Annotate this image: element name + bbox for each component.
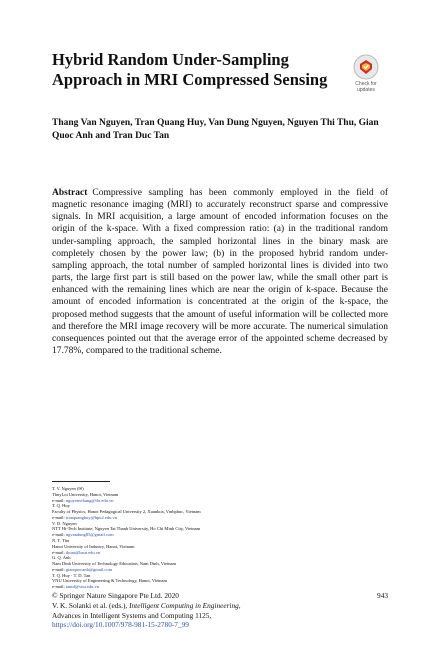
citation-line xyxy=(52,601,388,611)
affiliation-block xyxy=(52,555,372,572)
book-title: Intelligent Computing in Engineering, xyxy=(129,600,241,610)
badge-line2: updates xyxy=(357,86,375,93)
email-label: e-mail: xyxy=(52,584,65,590)
abstract xyxy=(52,187,388,357)
affiliation-institution: Nam Dinh University of Technology Education, Nam Dinh, Vietnam xyxy=(52,561,176,567)
email-link[interactable]: ngvandung85@gmail.com xyxy=(65,532,114,538)
affiliation-author: T. Q. Huy · T. D. Tan xyxy=(52,572,91,578)
check-for-updates-icon xyxy=(353,54,379,80)
series: Advances in Intelligent Systems and Computing 1125, xyxy=(52,610,212,620)
check-for-updates-badge[interactable] xyxy=(348,54,384,93)
email-label: e-mail: xyxy=(52,549,65,555)
affiliation-block xyxy=(52,503,372,520)
affiliation-author: T. V. Nguyen (✉) xyxy=(52,486,84,491)
affiliation-institution: ThuyLoi University, Hanoi, Vietnam xyxy=(52,491,119,497)
affiliation-author: V. D. Nguyen xyxy=(52,520,77,526)
badge-line1: Check for xyxy=(355,81,377,87)
footnote-divider xyxy=(52,481,110,482)
affiliation-email-line xyxy=(52,584,372,590)
affiliation-block xyxy=(52,486,372,503)
affiliation-block xyxy=(52,573,372,590)
email-label: e-mail: xyxy=(52,566,65,572)
publication-info xyxy=(52,591,388,630)
page-number: 943 xyxy=(377,591,388,600)
doi-link[interactable]: https://doi.org/10.1007/978-981-15-2780-7_99 xyxy=(52,620,189,630)
affiliation-institution: Faculty of Physics, Hanoi Pedagogical University 2, Xuanhoa, Vinhphuc, Vietnam xyxy=(52,509,201,515)
paper-title: Hybrid Random Under-Sampling Approach in MRI Compressed Sensing xyxy=(52,50,328,89)
affiliation-author: G. Q. Anh xyxy=(52,555,71,561)
email-link[interactable]: thunt@haui.edu.vn xyxy=(65,549,101,555)
affiliation-institution: NTT Hi-Tech Institute, Nguyen Tat Thanh University, Ho Chi Minh City, Vietnam xyxy=(52,526,201,532)
copyright: © Springer Nature Singapore Pte Ltd. 2020 xyxy=(52,591,179,600)
affiliation-institution: Hanoi University of Industry, Hanoi, Vietnam xyxy=(52,543,135,549)
affiliation-author: T. Q. Huy xyxy=(52,503,70,509)
author-list: Thang Van Nguyen, Tran Quang Huy, Van Dung Nguyen, Nguyen Thi Thu, Gian Quoc Anh and Tran Duc Tan xyxy=(52,118,379,141)
email-link[interactable]: tantd@vnu.edu.vn xyxy=(65,584,100,590)
affiliation-block xyxy=(52,521,372,538)
email-link[interactable]: gianquocanh@gmail.com xyxy=(65,566,113,572)
email-label: e-mail: xyxy=(52,497,65,503)
abstract-label: Abstract xyxy=(52,188,88,198)
email-label: e-mail: xyxy=(52,514,65,520)
email-link[interactable]: tranquanghuy@hpu2.edu.vn xyxy=(65,514,118,520)
editors: V. K. Solanki et al. (eds.), xyxy=(52,600,128,610)
affiliation-institution: VNU University of Engineering & Technology, Hanoi, Vietnam xyxy=(52,578,168,584)
abstract-text: Compressive sampling has been commonly employed in the field of magnetic resonance imaging (MRI) to accurately reconstruct sparse and compressive signals. In MRI acquisition, a large amount of encoded information focuses on the origin of the k-space. With a fixed compression ratio: (a) in the traditional random under-sampling approach, the sampled horizontal lines in the binary mask are completely chosen by the power law; (b) in the proposed hybrid random under-sampling approach, the total number of sampled horizontal lines is divided into two parts, the large first part is still based on the power law, while the small other part is enhanced with the remaining lines which are near the origin of k-space. Because the amount of encoded information is concentrated at the origin of the k-space, the proposed method suggests that the amount of useful information will be collected more and therefore the MRI image recovery will be more accurate. The numerical simulation consequences pointed out that the average error of the appointed scheme decreased by 17.78%, compared to the traditional scheme. xyxy=(52,188,388,357)
affiliation-author: N. T. Thu xyxy=(52,538,70,543)
affiliation-block xyxy=(52,538,372,555)
email-label: e-mail: xyxy=(52,532,65,538)
email-link[interactable]: nguyenvthang@tlu.edu.vn xyxy=(65,497,114,503)
